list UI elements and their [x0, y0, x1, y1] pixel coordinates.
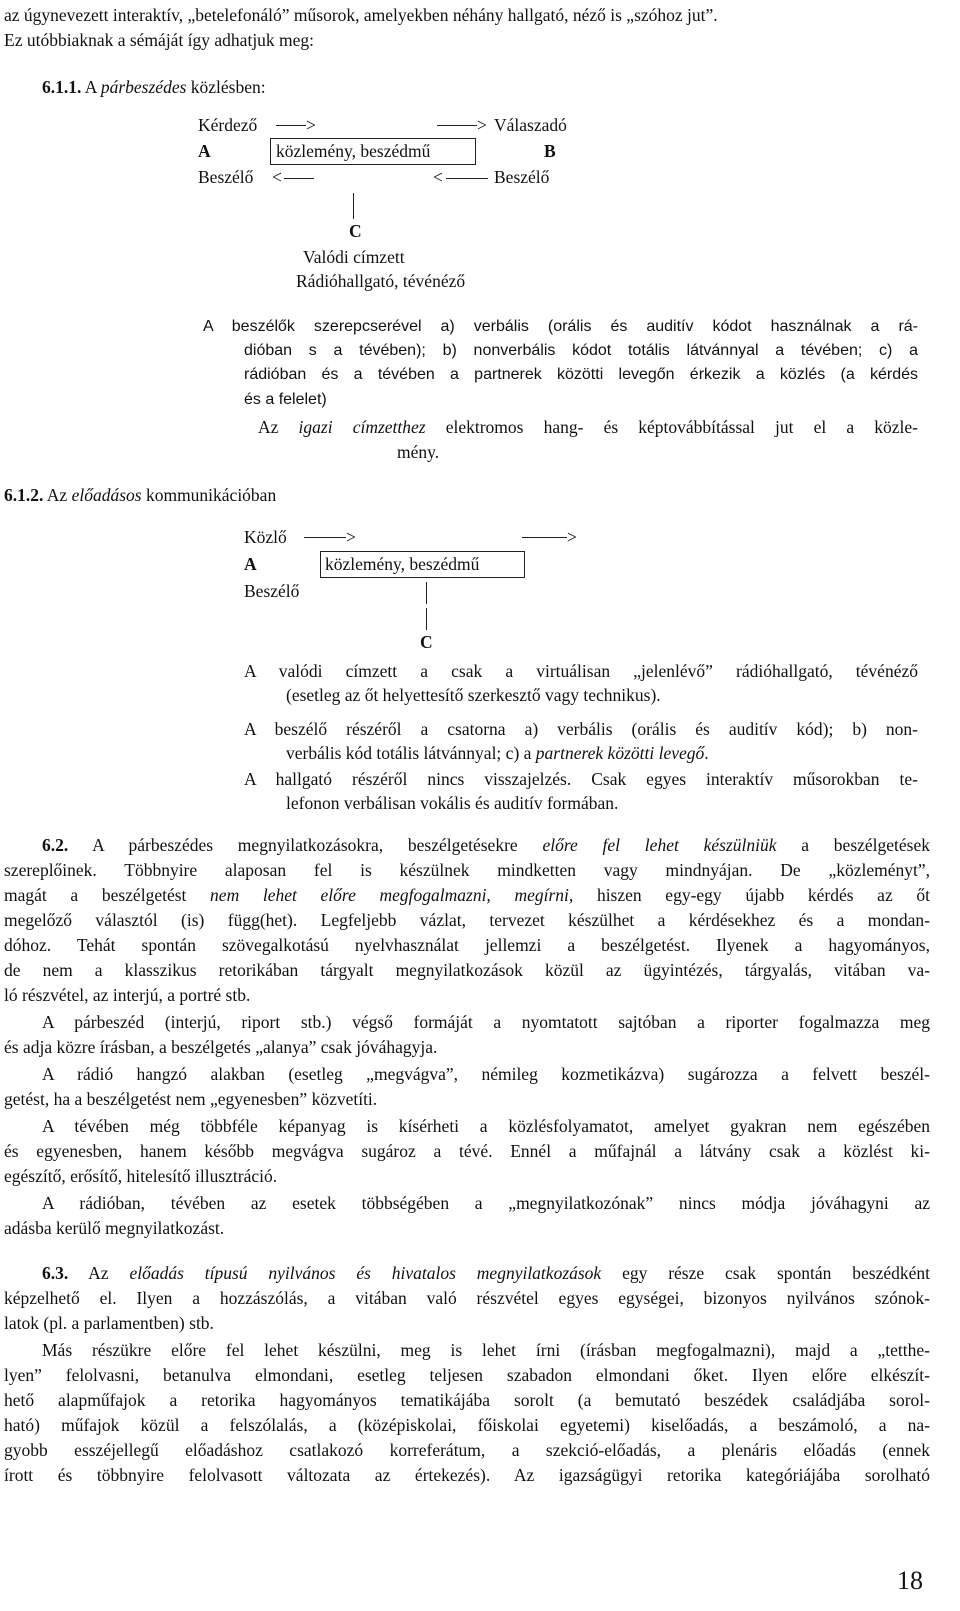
kerdezo-label: Kérdező	[198, 115, 258, 135]
arrow-head: >	[306, 115, 316, 135]
participant-c: C	[349, 221, 362, 241]
kozlo-label: Közlő	[244, 527, 287, 547]
listener-viewer-label: Rádióhallgató, tévénéző	[296, 271, 466, 291]
paragraph-line: A tévében még többféle képanyag is kísérheti a közlésfolyamatot, amelyet gyakran nem egészében	[42, 1116, 930, 1136]
participant-a: A	[198, 141, 211, 161]
paragraph-line: verbális kód totális látvánnyal; c) a partnerek közötti levegő.	[286, 743, 709, 763]
paragraph-line: getést, ha a beszélgetést nem „egyenesben” közvetíti.	[4, 1089, 378, 1109]
arrow-head: >	[567, 527, 577, 547]
paragraph-line: A beszélők szerepcserével a) verbális (orális és auditív kódot használnak a rá-	[203, 318, 918, 335]
paragraph-line: adásba kerülő megnyilatkozást.	[4, 1218, 225, 1238]
paragraph-line: A valódi címzett a csak a virtuálisan „jelenlévő” rádióhallgató, tévénéző	[244, 661, 918, 681]
arrow-line	[522, 537, 567, 538]
beszelo-right-label: Beszélő	[494, 167, 550, 187]
arrow-line	[437, 125, 477, 126]
section-6-3-line: 6.3. Az előadás típusú nyilvános és hivatalos megnyilatkozások egy része csak spontán beszédként	[42, 1263, 931, 1283]
real-addressee-label: Valódi címzett	[303, 247, 405, 267]
paragraph-line: szereplőinek. Többnyire alaposan fel is készülnek mindketten vagy mindnyájan. De „közleményt”,	[4, 860, 930, 880]
paragraph-line: Más részükre előre fel lehet készülni, meg is lehet írni (írásban megfogalmazni), majd a „tetthe-	[42, 1340, 930, 1360]
paragraph-line: írott és többnyire felolvasott változata az értekezés). Az igazságügyi retorika kategóriájába sorolható	[4, 1465, 930, 1485]
participant-c: C	[420, 632, 433, 652]
participant-b: B	[544, 141, 556, 161]
paragraph-line: magát a beszélgetést nem lehet előre megfogalmazni, megírni, hiszen egy-egy újabb kérdés az őt	[4, 885, 930, 905]
intro-line-1: az úgynevezett interaktív, „betelefonáló” műsorok, amelyekben néhány hallgató, néző is „szóhoz jut”.	[4, 5, 718, 25]
paragraph-line: és adja közre írásban, a beszélgetés „alanya” csak jóváhagyja.	[4, 1037, 438, 1057]
arrow-line	[276, 125, 306, 126]
paragraph-line: hető alapműfajok a retorika hagyományos tematikájába sorolt (a bemutató beszédek családjába sorol-	[4, 1390, 930, 1410]
arrow-head: <	[433, 167, 443, 187]
section-6-1-1-heading: 6.1.1. A párbeszédes közlésben:	[42, 77, 266, 97]
participant-a: A	[244, 554, 257, 574]
message-box-label: közlemény, beszédmű	[276, 141, 431, 161]
beszelo-left-label: Beszélő	[198, 167, 254, 187]
intro-line-2: Ez utóbbiaknak a sémáját így adhatjuk meg:	[4, 30, 315, 50]
paragraph-line: dióban s a tévében); b) nonverbális kódot totális látvánnyal a tévében; c) a	[244, 342, 918, 359]
section-number: 6.2.	[42, 835, 69, 855]
section-6-2-line: 6.2. A párbeszédes megnyilatkozásokra, beszélgetésekre előre fel lehet készülniük a beszélgetések	[42, 835, 931, 855]
arrow-line	[446, 178, 488, 179]
section-number: 6.1.1.	[42, 77, 82, 97]
connector-line	[353, 193, 354, 219]
valaszado-label: Válaszadó	[494, 115, 567, 135]
arrow-head: >	[346, 527, 356, 547]
paragraph-line: megelőző választól (is) függ(het). Legfeljebb vázlat, tervezet készülhet a kérdésekhez és a mondan-	[4, 910, 930, 930]
paragraph-line: latok (pl. a parlamentben) stb.	[4, 1313, 214, 1333]
paragraph-line: rádióban és a tévében a partnerek közötti levegőn érkezik a közlés (a kérdés	[244, 366, 918, 383]
paragraph-line: és egyenesben, hanem később megvágva sugároz a tévé. Ennél a műfajnál a látvány csak a közlést ki-	[4, 1141, 930, 1161]
arrow-head: <	[272, 167, 282, 187]
beszelo-label: Beszélő	[244, 581, 300, 601]
paragraph-line: ló részvétel, az interjú, a portré stb.	[4, 985, 251, 1005]
paragraph-line: egészítő, erősítő, hitelesítő illusztráció.	[4, 1166, 278, 1186]
paragraph-line: és a felelet)	[244, 391, 327, 408]
arrow-head: >	[477, 115, 487, 135]
paragraph-line: de nem a klasszikus retorikában tárgyalt megnyilatkozások közül az ügyintézés, tárgyalás, vitában va-	[4, 960, 930, 980]
paragraph-line: A párbeszéd (interjú, riport stb.) végső formáját a nyomtatott sajtóban a riporter fogalmazza meg	[42, 1012, 930, 1032]
paragraph-line: képzelhető el. Ilyen a hozzászólás, a vitában való részvétel egyes egységei, bizonyos nyilvános szónok-	[4, 1288, 930, 1308]
paragraph-line: Az igazi címzetthez elektromos hang- és képtovábbítással jut el a közle-	[258, 417, 918, 437]
paragraph-line: lefonon verbálisan vokális és auditív formában.	[286, 793, 619, 813]
paragraph-line: gyobb esszéjellegű előadáshoz csatlakozó korreferátum, a szekció-előadás, a plenáris előadás (ennek	[4, 1440, 930, 1460]
arrow-line	[304, 537, 346, 538]
connector-line	[426, 608, 427, 630]
message-box-label: közlemény, beszédmű	[325, 554, 480, 574]
arrow-line	[284, 178, 314, 179]
paragraph-line: A rádió hangzó alakban (esetleg „megvágva”, némileg kozmetikázva) sugározza a felvett beszél-	[42, 1064, 930, 1084]
paragraph-line: ható) műfajok közül a felszólalás, a (középiskolai, főiskolai egyetemi) kiselőadás, a beszámoló, a na-	[4, 1415, 930, 1435]
paragraph-line: (esetleg az őt helyettesítő szerkesztő vagy technikus).	[286, 685, 661, 705]
paragraph-line: A beszélő részéről a csatorna a) verbális (orális és auditív kód); b) non-	[244, 719, 918, 739]
section-number: 6.1.2.	[4, 485, 44, 505]
paragraph-line: A hallgató részéről nincs visszajelzés. Csak egyes interaktív műsorokban te-	[244, 769, 918, 789]
paragraph-line: lyen” felolvasni, betanulva elmondani, esetleg teljesen szabadon elmondani őket. Ilyen előre elkészít-	[4, 1365, 930, 1385]
connector-line	[426, 582, 427, 604]
section-number: 6.3.	[42, 1263, 69, 1283]
page-number: 18	[897, 1566, 923, 1595]
paragraph-line: dóhoz. Tehát spontán szövegalkotású nyelvhasználat jellemzi a beszélgetést. Ilyenek a hagyományos,	[4, 935, 930, 955]
paragraph-line: mény.	[397, 442, 440, 462]
paragraph-line: A rádióban, tévében az esetek többségében a „megnyilatkozónak” nincs módja jóváhagyni az	[42, 1193, 930, 1213]
section-6-1-2-heading: 6.1.2. Az előadásos kommunikációban	[4, 485, 277, 505]
